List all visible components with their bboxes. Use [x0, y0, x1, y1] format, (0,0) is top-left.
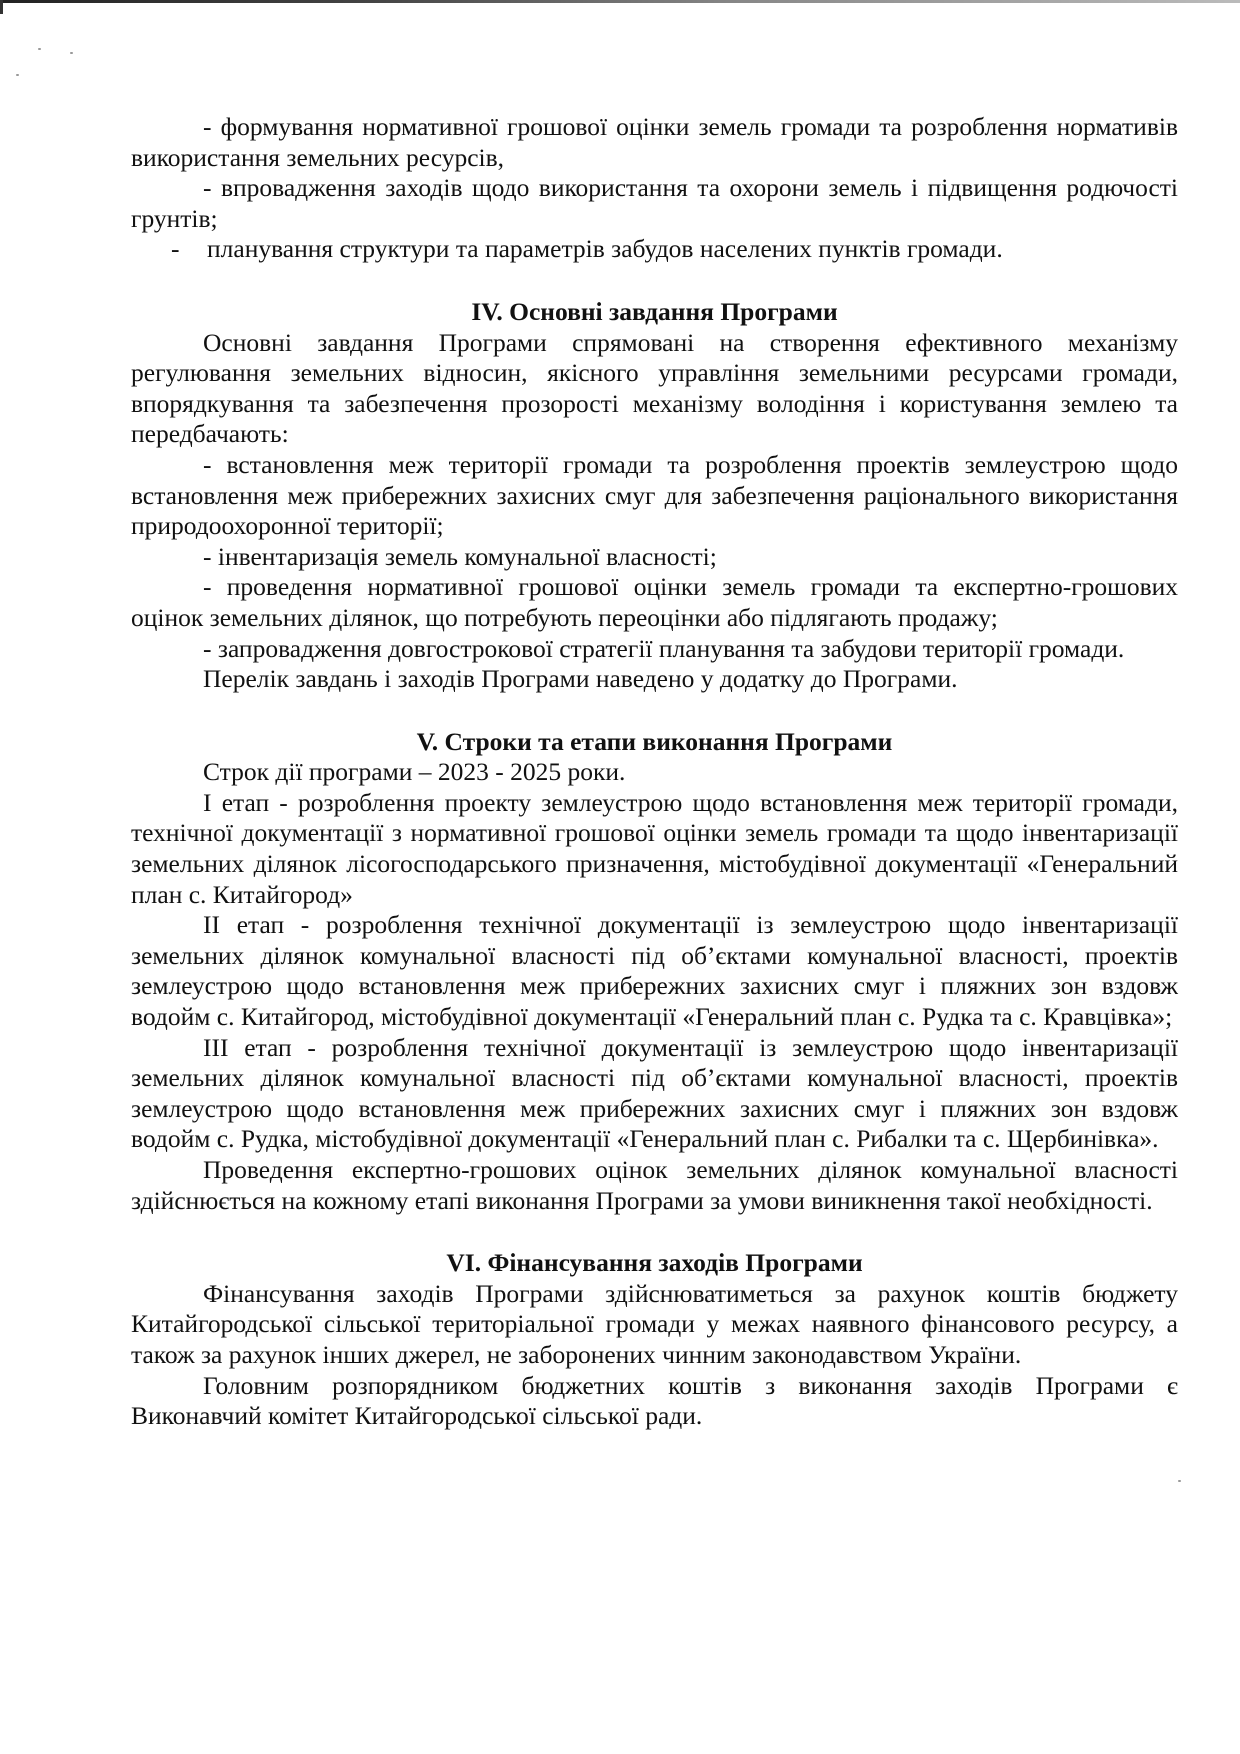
- program-term: Строк дії програми – 2023 - 2025 роки.: [203, 757, 626, 787]
- list-item: [131, 234, 1178, 265]
- scan-speck: [16, 74, 19, 76]
- list-item: - встановлення меж території громади та розроблення проектів землеустрою щодо встановлення меж прибережних захисних смуг для забезпечення раціонального використання природоохоронної території;: [131, 449, 1178, 541]
- scan-corner-mark: [0, 0, 3, 14]
- list-item: - інвентаризація земель комунальної власності;: [203, 541, 717, 571]
- budget-manager-paragraph: Головним розпорядником бюджетних коштів з виконання заходів Програми є Виконавчий комітет Китайгородської сільської ради.: [131, 1370, 1178, 1431]
- section-4-closing: Перелік завдань і заходів Програми наведено у додатку до Програми.: [203, 664, 958, 694]
- section-4-heading: IV. Основні завдання Програми: [471, 296, 838, 326]
- stage-2-paragraph: ІІ етап - розроблення технічної документації із землеустрою щодо інвентаризації земельних ділянок комунальної власності під об’єктами комунальної власності, проектів землеустрою щодо встановлення меж прибережних захисних смуг і пляжних зон вздовж водойм с. Китайгород, містобудівної документації «Генеральний план с. Рудка та с. Кравцівка»;: [131, 910, 1178, 1032]
- financing-paragraph: Фінансування заходів Програми здійснюватиметься за рахунок коштів бюджету Китайгородської сільської територіальної громади у межах наявного фінансового ресурсу, а також за рахунок інших джерел, не заборонених чинним законодавством України.: [131, 1278, 1178, 1369]
- scan-speck: [70, 52, 73, 54]
- stage-3-paragraph: ІІІ етап - розроблення технічної документації із землеустрою щодо інвентаризації земельних ділянок комунальної власності під об’єктами комунальної власності, проектів землеустрою щодо встановлення меж прибережних захисних смуг і пляжних зон вздовж водойм с. Рудка, містобудівної документації «Генеральний план с. Рибалки та с. Щербинівка».: [131, 1032, 1178, 1154]
- section-5-heading: V. Строки та етапи виконання Програми: [416, 726, 893, 756]
- section-4-intro: Основні завдання Програми спрямовані на створення ефективного механізму регулювання земельних відносин, якісного управління земельними ресурсами громади, впорядкування та забезпечення прозорості механізму володіння і користування землею та передбачають:: [131, 327, 1178, 449]
- assessment-paragraph: Проведення експертно-грошових оцінок земельних ділянок комунальної власності здійснюється на кожному етапі виконання Програми за умови виникнення такої необхідності.: [131, 1155, 1178, 1215]
- stage-1-paragraph: І етап - розроблення проекту землеустрою щодо встановлення меж території громади, технічної документації з нормативної грошової оцінки земель громади та щодо інвентаризації земельних ділянок лісогосподарського призначення, містобудівної документації «Генеральний план с. Китайгород»: [131, 787, 1178, 909]
- list-item: - впровадження заходів щодо використання та охорони земель і підвищення родючості грунтів;: [131, 173, 1178, 233]
- list-item-text: планування структури та параметрів забудов населених пунктів громади.: [207, 234, 1003, 264]
- list-item: - проведення нормативної грошової оцінки земель громади та експертно-грошових оцінок земельних ділянок, що потребують переоцінки або підлягають продажу;: [131, 572, 1178, 632]
- document-page: [131, 112, 1178, 1432]
- list-dash: -: [171, 234, 180, 264]
- scan-speck: [1178, 1480, 1181, 1482]
- list-item: - запровадження довгострокової стратегії планування та забудови території громади.: [203, 633, 1125, 663]
- list-item: - формування нормативної грошової оцінки земель громади та розроблення нормативів використання земельних ресурсів,: [131, 112, 1178, 172]
- scan-speck: [38, 48, 41, 50]
- scan-edge-line: [0, 0, 1240, 3]
- section-6-heading: VI. Фінансування заходів Програми: [446, 1248, 863, 1278]
